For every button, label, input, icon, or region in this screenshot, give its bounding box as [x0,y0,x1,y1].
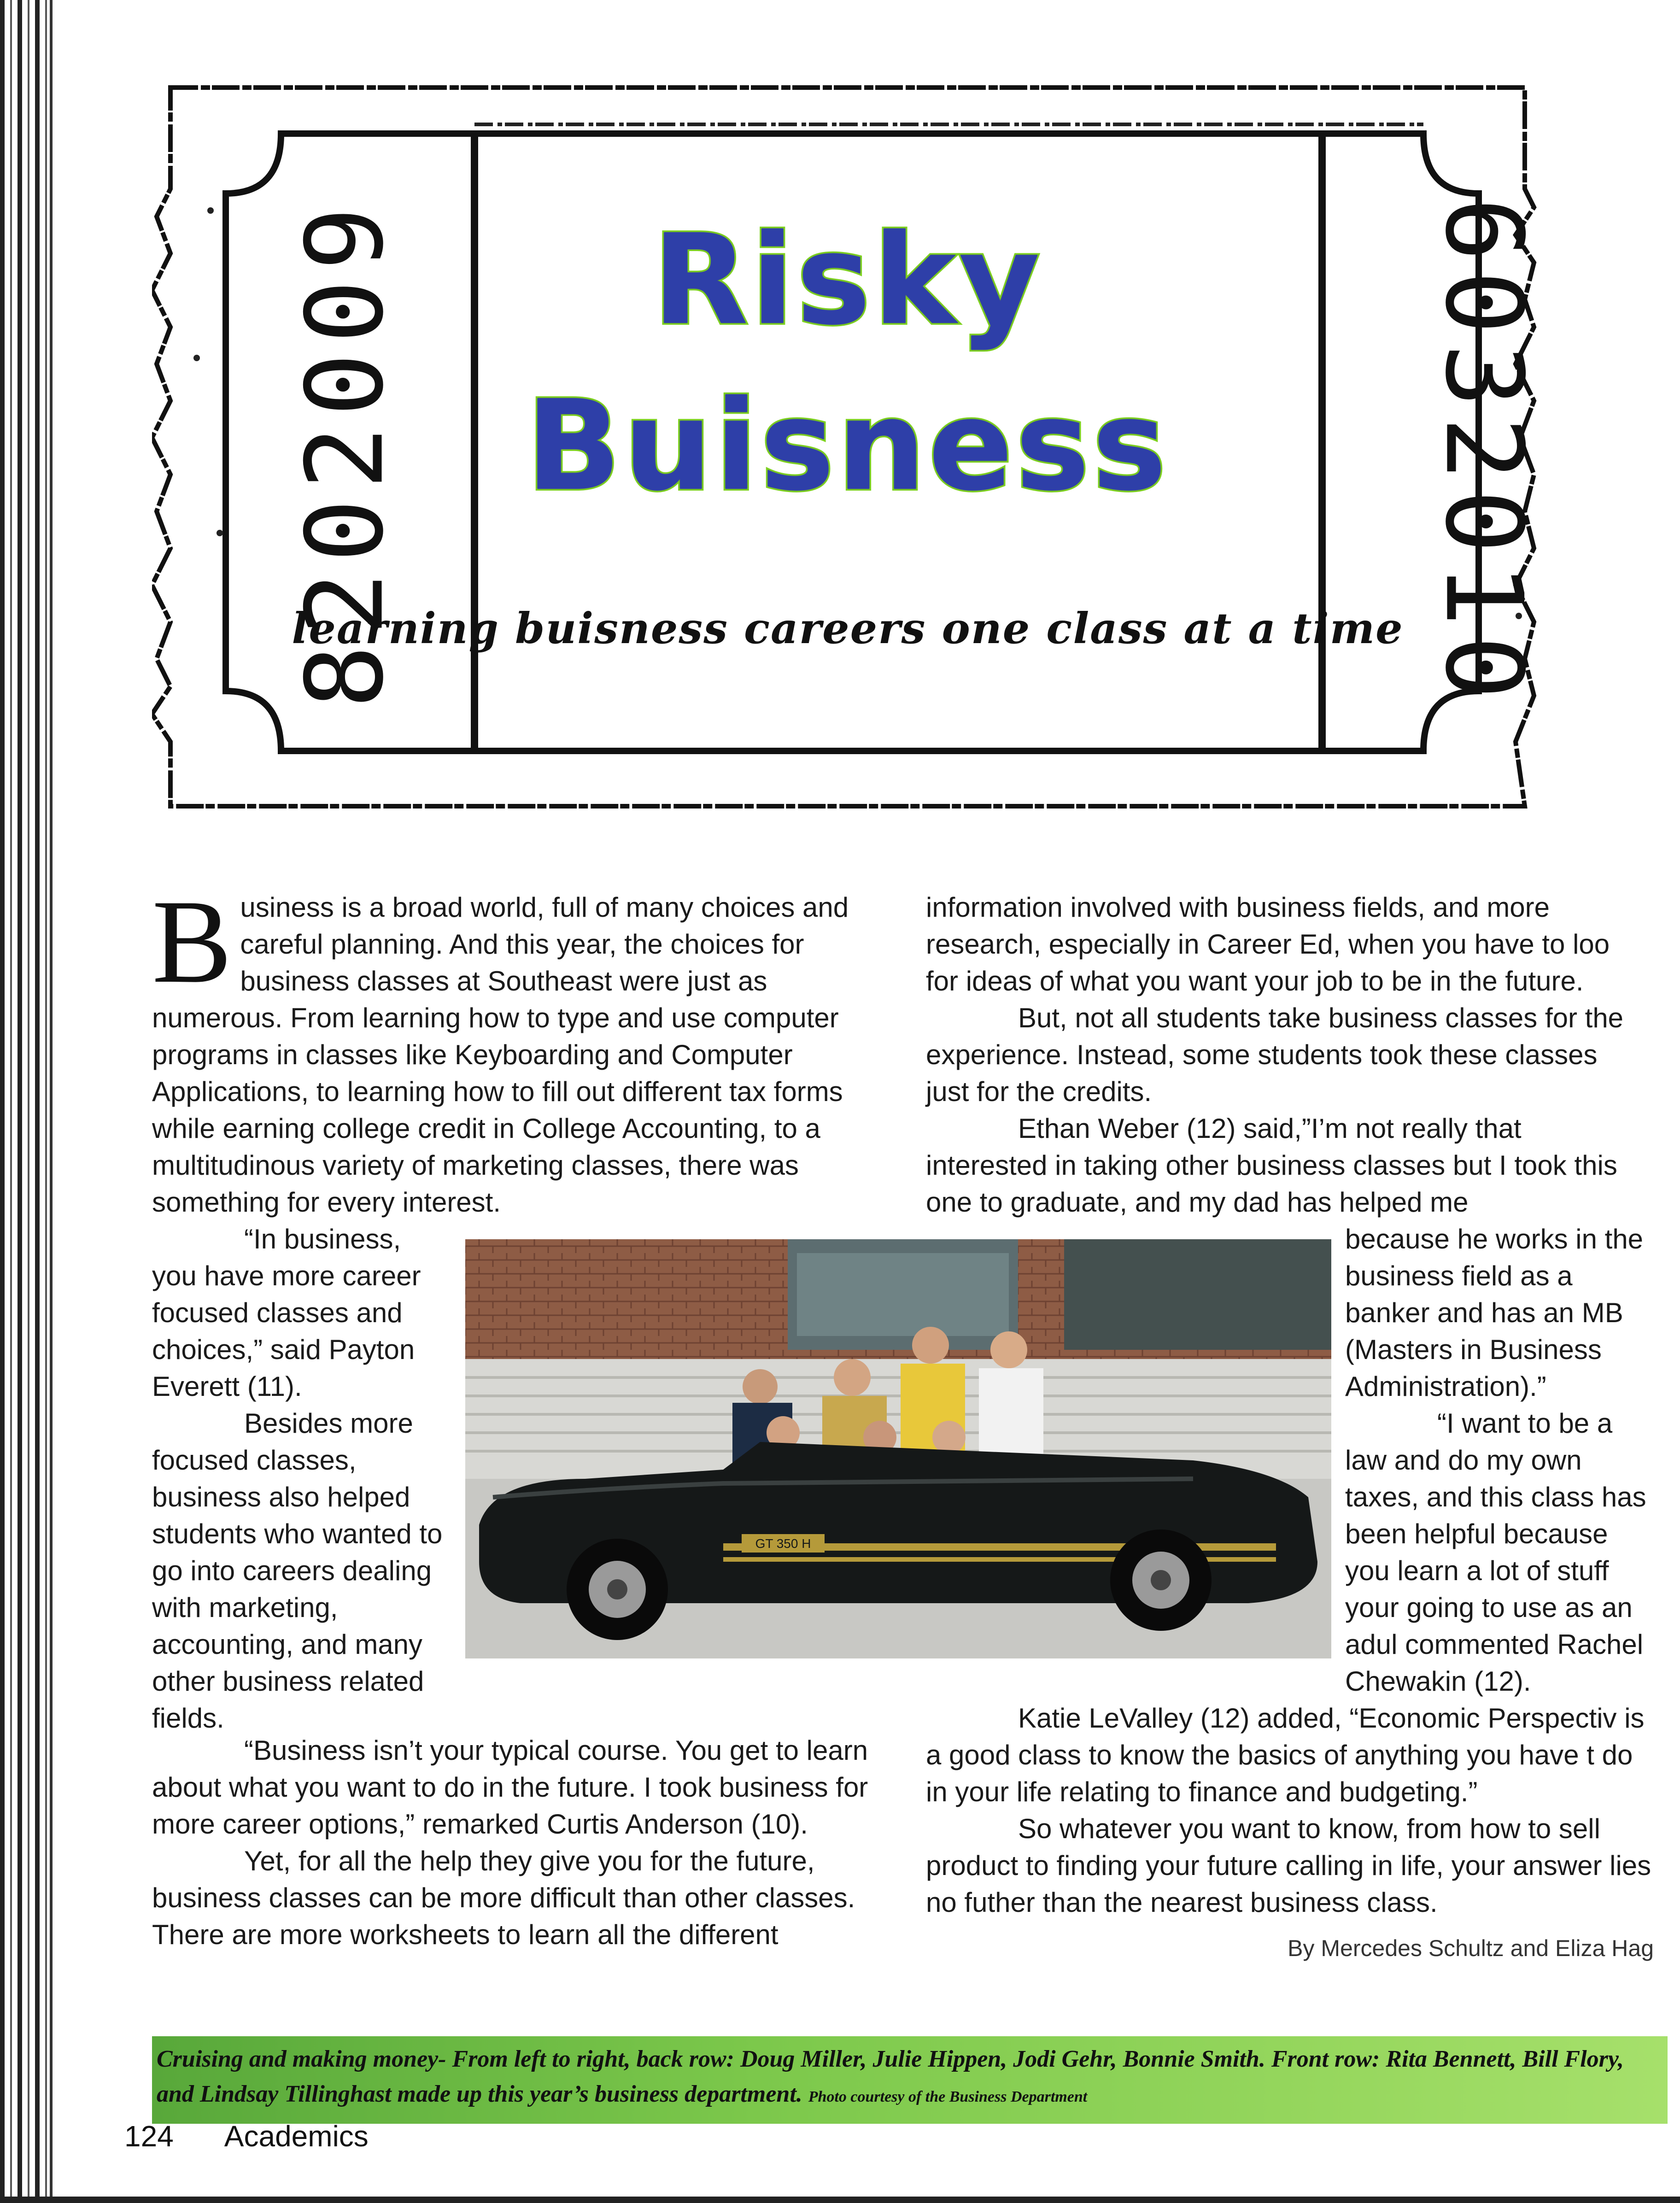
closing-paragraph: So whatever you want to know, from how to sell product to finding your future calling in life, your answer lies no futher than the nearest business class. [926,1813,1651,1918]
right-stub-number: 6032010 [1422,197,1545,709]
article-column-left-bottom [152,1732,871,1953]
article-column-left-top [152,875,861,1221]
quote-paragraph: Katie LeValley (12) added, “Economic Perspectiv is a good class to know the basics of anything you have t do in your life relating to finance and budgeting.” [926,1703,1645,1807]
group-photo [465,1239,1331,1658]
quote-paragraph: “Business isn’t your typical course. You get to learn about what you want to do in the future. I took business for more career options,” remarked Curtis Anderson (10). [152,1735,868,1840]
article-column-right-top [926,889,1645,1221]
car-badge: GT 350 H [755,1536,811,1551]
headline-line-2: Buisness [526,373,1170,518]
photo-caption [157,2042,1658,2115]
ink-speck [217,530,223,536]
subheadline: learning buisness careers one class at a time [292,603,1404,653]
caption-body: From left to right, back row: Doug Miller, Julie Hippen, Jodi Gehr, Bonnie Smith. Front row: Rita Bennett, Bill Flory, and Lindsay Tillinghast made up this year’s business department. [157,2046,1624,2107]
body-paragraph: Yet, for all the help they give you for the future, business classes can be more difficult than other classes. There are more worksheets to learn all the different [152,1846,855,1950]
quote-paragraph: “In business, you have more career focused classes and choices,” said Payton Everett (11). [152,1224,421,1402]
article-column-right-wrap [1345,1221,1658,1700]
left-stub-number: 8202009 [284,197,407,709]
binding-shadow [50,0,53,2203]
article-column-left-wrap [152,1221,451,1737]
body-paragraph: information involved with business fields, and more research, especially in Career Ed, when you have to loo for ideas of what you want your job to be in the future. [926,892,1610,996]
byline: By Mercedes Schultz and Eliza Hag [1288,1935,1654,1961]
binding-edge [0,0,51,2203]
page-number: 124 [124,2120,174,2153]
quote-paragraph: because he works in the business field as a banker and has an MB (Masters in Business Administration).” [1345,1224,1644,1402]
ink-speck [193,355,200,361]
drop-cap: B [152,875,232,1008]
quote-paragraph: Ethan Weber (12) said,”I’m not really that interested in taking other business classes but I took this one to graduate, and my dad has helped me [926,1113,1617,1218]
quote-paragraph: “I want to be a law and do my own taxes, and this class has been helpful because you learn a lot of stuff your going to use as an adul commented Rachel Chewakin (12). [1345,1408,1646,1697]
convertible-photo-illustration [465,1239,1331,1658]
body-paragraph: Besides more focused classes, business also helped students who wanted to go into careers dealing with marketing, accounting, and many other business related fields. [152,1408,443,1734]
page-folio [124,2119,369,2153]
caption-lead: Cruising and making money- [157,2046,446,2072]
article-column-right-bottom [926,1700,1654,1921]
headline-line-1: Risky [652,207,1043,352]
photo-credit: Photo courtesy of the Business Department [808,2088,1088,2105]
intro-paragraph: usiness is a broad world, full of many choices and careful planning. And this year, the choices for business classes at Southeast were just as numerous. From learning how to type and use computer programs in classes like Keyboarding and Computer Applications, to learning how to fill out different tax forms while earning college credit in College Accounting, to a multitudinous variety of marketing classes, there was something for every interest. [152,892,849,1218]
ticket-header [152,69,1543,815]
bottom-rule [0,2197,1680,2203]
body-paragraph: But, not all students take business classes for the experience. Instead, some students took these classes just for the credits. [926,1002,1624,1107]
section-name: Academics [224,2120,369,2153]
